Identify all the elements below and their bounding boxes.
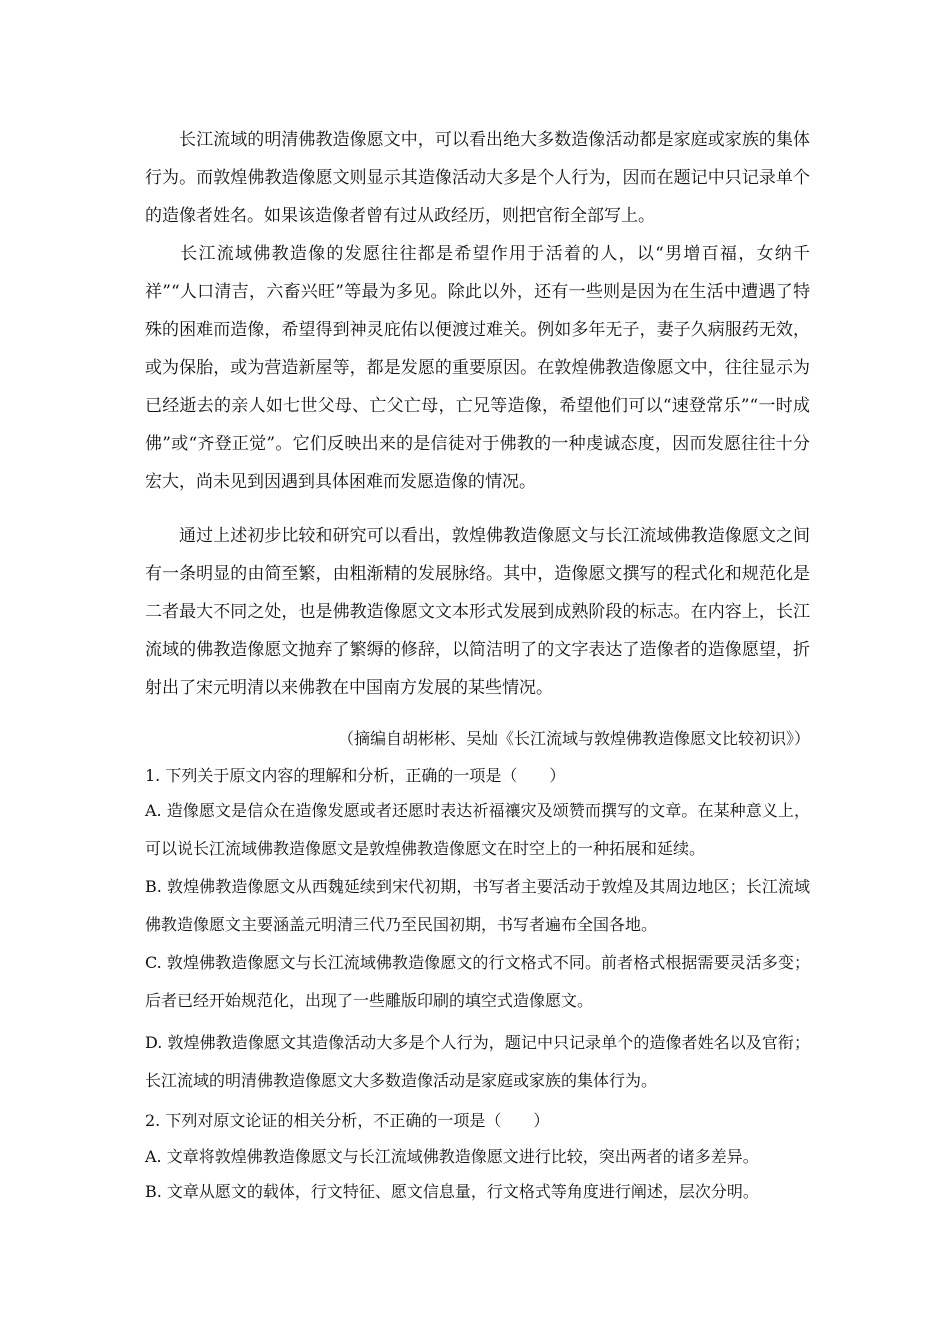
question-2-stem: 2. 下列对原文论证的相关分析，不正确的一项是（ ） bbox=[145, 1111, 550, 1130]
passage-paragraph-3-text: 通过上述初步比较和研究可以看出，敦煌佛教造像愿文与长江流域佛教造像愿文之间有一条明显的由简至繁，由粗渐精的发展脉络。其中，造像愿文撰写的程式化和规范化是二者最大不同之处，也是佛教造像愿文文本形式发展到成熟阶段的标志。在内容上，长江流域的佛教造像愿文抛弃了繁缛的修辞，以简洁明了的文字表达了造像者的造像愿望，折射出了宋元明清以来佛教在中国南方发展的某些情况。 bbox=[145, 526, 810, 698]
passage-paragraph-1-text: 长江流域的明清佛教造像愿文中，可以看出绝大多数造像活动都是家庭或家族的集体行为。而敦煌佛教造像愿文则显示其造像活动大多是个人行为，因而在题记中只记录单个的造像者姓名。如果该造像者曾有过从政经历，则把官衔全部写上。 bbox=[145, 130, 810, 226]
question-2-option-a: A. 文章将敦煌佛教造像愿文与长江流域佛教造像愿文进行比较，突出两者的诸多差异。 bbox=[145, 1147, 759, 1166]
question-1-option-c: C. 敦煌佛教造像愿文与长江流域佛教造像愿文的行文格式不同。前者格式根据需要灵活多变；后者已经开始规范化，出现了一些雕版印刷的填空式造像愿文。 bbox=[145, 953, 810, 1010]
question-1-stem: 1. 下列关于原文内容的理解和分析，正确的一项是（ ） bbox=[145, 766, 566, 785]
question-1-option-b: B. 敦煌佛教造像愿文从西魏延续到宋代初期，书写者主要活动于敦煌及其周边地区；长江流域佛教造像愿文主要涵盖元明清三代乃至民国初期，书写者遍布全国各地。 bbox=[145, 877, 810, 934]
question-1-option-a: A. 造像愿文是信众在造像发愿或者还愿时表达祈福禳灾及颂赞而撰写的文章。在某种意义上，可以说长江流域佛教造像愿文是敦煌佛教造像愿文在时空上的一种拓展和延续。 bbox=[145, 801, 810, 858]
passage-source: （摘编自胡彬彬、吴灿《长江流域与敦煌佛教造像愿文比较初识》） bbox=[337, 729, 810, 748]
question-2-option-b: B. 文章从愿文的载体，行文特征、愿文信息量，行文格式等角度进行阐述，层次分明。 bbox=[145, 1182, 759, 1201]
passage-paragraph-3 bbox=[145, 517, 810, 707]
passage-paragraph-2-text: 长江流域佛教造像的发愿往往都是希望作用于活着的人，以“男增百福，女纳千祥”“人口清吉，六畜兴旺”等最为多见。除此以外，还有一些则是因为在生活中遭遇了特殊的困难而造像，希望得到神灵庇佑以便渡过难关。例如多年无子，妻子久病服药无效，或为保胎，或为营造新屋等，都是发愿的重要原因。在敦煌佛教造像愿文中，往往显示为已经逝去的亲人如七世父母、亡父亡母，亡兄等造像，希望他们可以“速登常乐”“一时成佛”或“齐登正觉”。它们反映出来的是信徒对于佛教的一种虔诚态度，因而发愿往往十分宏大，尚未见到因遇到具体困难而发愿造像的情况。 bbox=[145, 244, 810, 492]
question-1-option-d: D. 敦煌佛教造像愿文其造像活动大多是个人行为，题记中只记录单个的造像者姓名以及官衔；长江流域的明清佛教造像愿文大多数造像活动是家庭或家族的集体行为。 bbox=[145, 1033, 810, 1090]
passage-paragraph-1 bbox=[145, 121, 810, 235]
passage-paragraph-2 bbox=[145, 235, 810, 501]
